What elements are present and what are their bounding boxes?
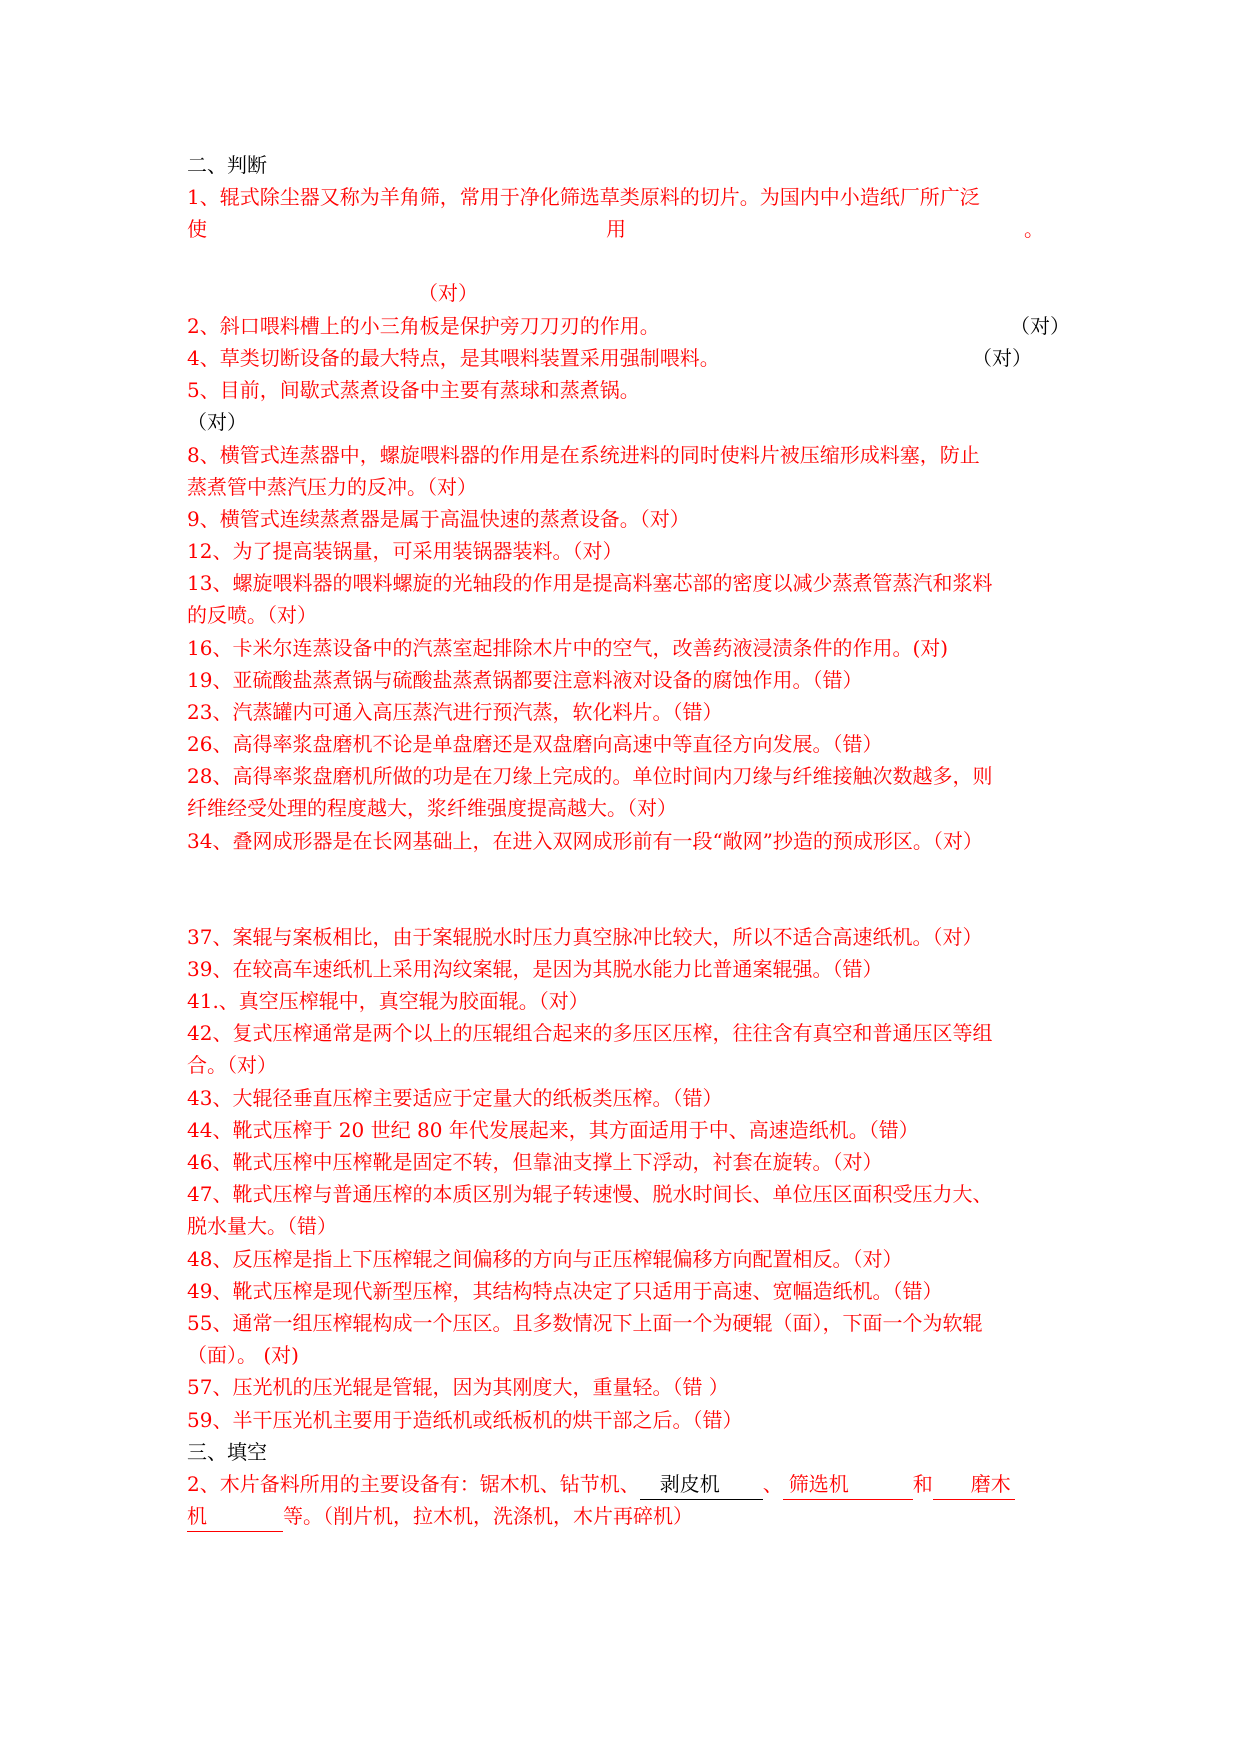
question-28-line-2: 纤维经受处理的程度越大，浆纤维强度提高越大。（对） [187,796,677,820]
question-49: 49、靴式压榨是现代新型压榨，其结构特点决定了只适用于高速、宽幅造纸机。（错） [187,1279,943,1303]
fill-blank-3-part-1: 磨木 [933,1469,1015,1500]
question-5: 5、目前，间歇式蒸煮设备中主要有蒸球和蒸煮锅。 [187,378,640,402]
question-23: 23、汽蒸罐内可通入高压蒸汽进行预汽蒸，软化料片。（错） [187,700,723,724]
question-47-line-2: 脱水量大。（错） [187,1214,337,1238]
question-2-answer: （对） [1010,314,1070,338]
question-1-line-2-end: 。 [1024,217,1044,241]
question-48: 48、反压榨是指上下压榨辊之间偏移的方向与正压榨辊偏移方向配置相反。（对） [187,1247,903,1271]
question-8-line-1: 8、横管式连蒸器中，螺旋喂料器的作用是在系统进料的同时使料片被压缩形成料塞，防止 [187,443,980,467]
question-5-answer: （对） [187,410,247,434]
question-59: 59、半干压光机主要用于造纸机或纸板机的烘干部之后。（错） [187,1408,743,1432]
question-8-line-2: 蒸煮管中蒸汽压力的反冲。（对） [187,475,477,499]
question-42-line-1: 42、复式压榨通常是两个以上的压辊组合起来的多压区压榨，往往含有真空和普通压区等组 [187,1021,993,1045]
question-4-answer: （对） [972,346,1032,370]
question-1-answer: （对） [418,281,478,305]
section-fill-title: 三、填空 [187,1440,267,1464]
question-9: 9、横管式连续蒸煮器是属于高温快速的蒸煮设备。（对） [187,507,690,531]
question-39: 39、在较高车速纸机上采用沟纹案辊，是因为其脱水能力比普通案辊强。（错） [187,957,883,981]
question-1-line-1: 1、辊式除尘器又称为羊角筛，常用于净化筛选草类原料的切片。为国内中小造纸厂所广泛 [187,185,980,209]
fill-blank-1: 剥皮机 [640,1469,763,1500]
question-26: 26、高得率浆盘磨机不论是单盘磨还是双盘磨向高速中等直径方向发展。（错） [187,732,883,756]
fill-question-2-line-1 [187,1469,1015,1500]
fill-prefix: 2、木片备料所用的主要设备有：锯木机、钻节机、 [187,1472,640,1496]
question-1-line-2-mid: 用 [606,217,626,241]
question-41: 41.、真空压榨辊中，真空辊为胶面辊。（对） [187,989,589,1013]
section-judge-title: 二、判断 [187,153,267,177]
question-57: 57、压光机的压光辊是管辊，因为其刚度大，重量轻。（错 ） [187,1375,729,1399]
question-2: 2、斜口喂料槽上的小三角板是保护旁刀刀刃的作用。 [187,314,660,338]
fill-blank-2: 筛选机 [783,1469,913,1500]
fill-separator-2: 和 [912,1472,933,1496]
question-19: 19、亚硫酸盐蒸煮锅与硫酸盐蒸煮锅都要注意料液对设备的腐蚀作用。（错） [187,668,863,692]
fill-separator-1: 、 [762,1472,783,1496]
question-1-line-2-start: 使 [187,217,207,241]
question-42-line-2: 合。（对） [187,1053,277,1077]
question-34: 34、叠网成形器是在长网基础上，在进入双网成形前有一段“敞网”抄造的预成形区。（对） [187,829,983,853]
question-13-line-2: 的反喷。（对） [187,603,317,627]
question-43: 43、大辊径垂直压榨主要适应于定量大的纸板类压榨。（错） [187,1086,723,1110]
question-13-line-1: 13、螺旋喂料器的喂料螺旋的光轴段的作用是提高料塞芯部的密度以减少蒸煮管蒸汽和浆料 [187,571,993,595]
question-12: 12、为了提高装锅量，可采用装锅器装料。（对） [187,539,623,563]
question-46: 46、靴式压榨中压榨靴是固定不转，但靠油支撑上下浮动，衬套在旋转。（对） [187,1150,883,1174]
question-4: 4、草类切断设备的最大特点，是其喂料装置采用强制喂料。 [187,346,720,370]
question-16: 16、卡米尔连蒸设备中的汽蒸室起排除木片中的空气，改善药液浸渍条件的作用。(对) [187,636,949,660]
question-28-line-1: 28、高得率浆盘磨机所做的功是在刀缘上完成的。单位时间内刀缘与纤维接触次数越多，则 [187,764,993,788]
question-37: 37、案辊与案板相比，由于案辊脱水时压力真空脉冲比较大，所以不适合高速纸机。（对） [187,925,983,949]
fill-question-2-line-2 [187,1501,693,1532]
fill-suffix: 等。（削片机，拉木机，洗涤机，木片再碎机） [283,1504,693,1528]
question-55-line-1: 55、通常一组压榨辊构成一个压区。且多数情况下上面一个为硬辊（面），下面一个为软辊 [187,1311,983,1335]
question-47-line-1: 47、靴式压榨与普通压榨的本质区别为辊子转速慢、脱水时间长、单位压区面积受压力大、 [187,1182,993,1206]
fill-blank-3-part-2: 机 [187,1501,283,1532]
question-55-line-2: （面）。 (对) [187,1343,299,1367]
question-44: 44、靴式压榨于 20 世纪 80 年代发展起来，其方面适用于中、高速造纸机。（错） [187,1118,919,1142]
